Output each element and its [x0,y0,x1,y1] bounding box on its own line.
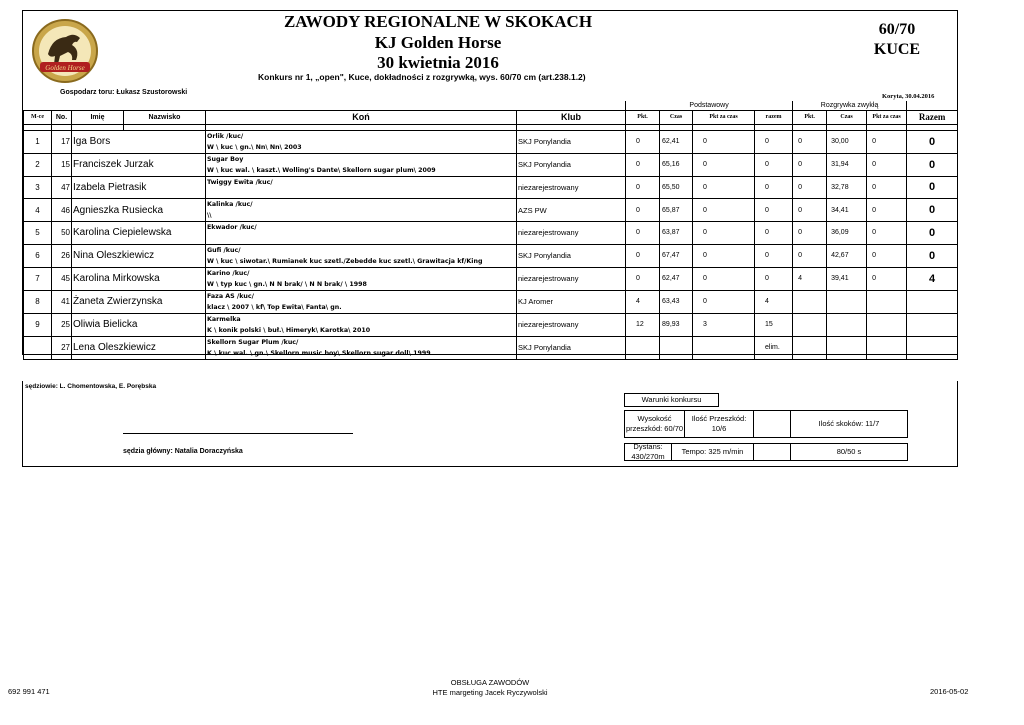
condition-height: Wysokość przeszkód: 60/70 [624,410,685,438]
basic-time: 63,43 [660,290,693,313]
total-score: 0 [907,130,958,153]
group-jumpoff: Rozgrywka zwykłą [793,101,907,110]
col-last-name: Nazwisko [124,110,206,124]
basic-points [626,336,660,359]
col-czas2: Czas [827,110,867,124]
horse [206,336,517,359]
jumpoff-time: 32,78 [827,176,867,199]
place: 4 [24,199,52,222]
horse [206,176,517,199]
total-score: 4 [907,267,958,290]
jumpoff-time: 39,41 [827,267,867,290]
rider-number: 27 [52,336,72,359]
basic-time-points: 0 [693,267,755,290]
club: niezarejestrowany [517,267,626,290]
rider-number: 17 [52,130,72,153]
head-judge: sędzia główny: Natalia Doraczyńska [123,448,243,455]
rider-name: Żaneta Zwierzynska [72,290,206,313]
jumpoff-time-points: 0 [867,222,907,245]
class-code: KUCE [873,41,921,58]
horse-name: Orlik /kuc/ [207,132,244,140]
horse-pedigree: W \ kuc \ gn.\ Nn\ Nn\ 2003 [207,143,302,151]
jumpoff-time-points: 0 [867,244,907,267]
horse [206,244,517,267]
group-basic: Podstawowy [626,101,793,110]
col-no: No. [52,110,72,124]
col-pkt2: Pkt. [793,110,827,124]
horse-name: Karino /kuc/ [207,269,250,277]
basic-points: 0 [626,176,660,199]
basic-time: 67,47 [660,244,693,267]
place-date: Koryta, 30.04.2016 [882,93,935,100]
horse-pedigree: W \ kuc \ siwotar.\ Rumianek kuc szetl./Zebedde kuc szetl.\ Grawitacja kf/King [207,257,483,265]
club: niezarejestrowany [517,222,626,245]
horse-name: Sugar Boy [207,155,244,163]
basic-points: 0 [626,244,660,267]
footer-service-company: HTE margeting Jacek Ryczywolski [432,688,548,697]
table-row [24,153,958,176]
horse [206,130,517,153]
footer-service: OBSŁUGA ZAWODÓW [450,678,530,687]
horse-pedigree: \\ [207,212,212,220]
basic-total: 0 [755,244,793,267]
jumpoff-time-points [867,290,907,313]
rider-number: 47 [52,176,72,199]
table-row [24,290,958,313]
footer-date: 2016-05-02 [930,687,969,696]
col-razem: razem [755,110,793,124]
jumpoff-points [793,290,827,313]
place: 1 [24,130,52,153]
horse-pedigree: K \ konik polski \ buł.\ Himeryk\ Karotka\ 2010 [207,326,371,334]
condition-obstacles: Ilość Przeszkód: 10/6 [684,410,754,438]
place: 9 [24,313,52,336]
horse-name: Karmelka [207,315,241,323]
basic-time-points: 0 [693,176,755,199]
horse [206,313,517,336]
basic-time: 62,41 [660,130,693,153]
jumpoff-time-points: 0 [867,130,907,153]
total-score: 0 [907,176,958,199]
place: 6 [24,244,52,267]
course-builder: Gospodarz toru: Łukasz Szustorowski [60,89,188,96]
basic-time [660,336,693,359]
basic-total: 4 [755,290,793,313]
horse-name: Faza AS /kuc/ [207,292,254,300]
basic-points: 12 [626,313,660,336]
table-row [24,244,958,267]
condition-jumps: Ilość skoków: 11/7 [790,410,908,438]
basic-time-points: 0 [693,222,755,245]
basic-time-points: 0 [693,290,755,313]
club: SKJ Ponylandia [517,244,626,267]
col-czas: Czas [660,110,693,124]
club: SKJ Ponylandia [517,336,626,359]
jumpoff-time: 30,00 [827,130,867,153]
jumpoff-points: 0 [793,222,827,245]
logo-text: Golden Horse [45,64,85,72]
basic-time: 65,16 [660,153,693,176]
rider-name: Iga Bors [72,130,206,153]
jumpoff-points: 0 [793,130,827,153]
jumpoff-points: 0 [793,199,827,222]
table-row [24,313,958,336]
rider-number: 45 [52,267,72,290]
horse-pedigree: W \ kuc wal. \ kaszt.\ Wolling's Dante\ Skellorn sugar plum\ 2009 [207,166,436,174]
club: KJ Aromer [517,290,626,313]
rider-name: Agnieszka Rusiecka [72,199,206,222]
basic-time-points [693,336,755,359]
jumpoff-points [793,313,827,336]
club: AZS PW [517,199,626,222]
club: SKJ Ponylandia [517,130,626,153]
basic-time-points: 3 [693,313,755,336]
footer-phone: 692 991 471 [8,687,50,696]
rider-number: 50 [52,222,72,245]
rider-number: 25 [52,313,72,336]
col-pkt-czas: Pkt za czas [693,110,755,124]
table-row [24,222,958,245]
jumpoff-time [827,336,867,359]
jumpoff-time-points: 0 [867,176,907,199]
horse-pedigree: K \ kuc wal. \ gn.\ Skellorn music boy\ Skellorn sugar doll\ 1999 [207,349,431,357]
horse-pedigree: W \ typ kuc \ gn.\ N N brak/ \ N N brak/ \ 1998 [207,280,367,288]
condition-empty [753,410,791,438]
rider-name: Karolina Ciepielewska [72,222,206,245]
results-table [23,101,958,360]
table-row [24,176,958,199]
basic-time-points: 0 [693,153,755,176]
horse-name: Gufi /kuc/ [207,246,241,254]
event-title: ZAWODY REGIONALNE W SKOKACH [283,12,593,31]
col-pkt-czas2: Pkt za czas [867,110,907,124]
jumpoff-time: 34,41 [827,199,867,222]
basic-points: 0 [626,130,660,153]
event-date: 30 kwietnia 2016 [377,53,499,72]
basic-points: 4 [626,290,660,313]
rider-number: 41 [52,290,72,313]
rider-name: Oliwia Bielicka [72,313,206,336]
jumpoff-time [827,290,867,313]
rider-number: 26 [52,244,72,267]
place: 3 [24,176,52,199]
horse [206,267,517,290]
judges: sędziowie: L. Chomentowska, E. Porębska [25,383,157,390]
col-club: Klub [517,110,626,124]
place: 5 [24,222,52,245]
rider-name: Izabela Pietrasik [72,176,206,199]
club: niezarejestrowany [517,313,626,336]
jumpoff-points [793,336,827,359]
table-row [24,130,958,153]
club: SKJ Ponylandia [517,153,626,176]
rider-name: Nina Oleszkiewicz [72,244,206,267]
total-score [907,290,958,313]
basic-points: 0 [626,222,660,245]
table-row [24,267,958,290]
total-score: 0 [907,244,958,267]
jumpoff-time: 42,67 [827,244,867,267]
total-score: 0 [907,199,958,222]
jumpoff-time: 36,09 [827,222,867,245]
jumpoff-time-points [867,336,907,359]
table-row [24,199,958,222]
jumpoff-time-points: 0 [867,267,907,290]
jumpoff-time [827,313,867,336]
condition-tempo: Tempo: 325 m/min [671,443,754,461]
jumpoff-points: 0 [793,153,827,176]
rider-name: Lena Oleszkiewicz [72,336,206,359]
total-score [907,336,958,359]
total-score [907,313,958,336]
signature-line [123,433,353,434]
basic-total: 0 [755,199,793,222]
venue-title: KJ Golden Horse [374,33,502,52]
horse-name: Kalinka /kuc/ [207,201,253,209]
jumpoff-points: 0 [793,176,827,199]
condition-time: 80/50 s [790,443,908,461]
rider-name: Franciszek Jurzak [72,153,206,176]
basic-total: 0 [755,222,793,245]
competition-description: Konkurs nr 1, „open", Kuce, dokładności z rozgrywką, wys. 60/70 cm (art.238.1.2) [258,72,586,82]
total-score: 0 [907,222,958,245]
basic-total: elim. [755,336,793,359]
jumpoff-points: 0 [793,244,827,267]
col-total: Razem [907,110,958,124]
horse-name: Twiggy Ewita /kuc/ [207,178,273,186]
horse-name: Ekwador /kuc/ [207,224,257,232]
height-code: 60/70 [878,21,916,38]
rider-number: 15 [52,153,72,176]
col-first-name: Imię [72,110,124,124]
col-horse: Koń [206,110,517,124]
horse [206,153,517,176]
place [24,336,52,359]
basic-time-points: 0 [693,130,755,153]
golden-horse-logo [30,18,100,84]
basic-time-points: 0 [693,199,755,222]
jumpoff-time: 31,94 [827,153,867,176]
horse [206,290,517,313]
place: 8 [24,290,52,313]
club: niezarejestrowany [517,176,626,199]
horse-pedigree: klacz \ 2007 \ kf\ Top Ewita\ Fanta\ gn. [207,303,342,311]
basic-total: 0 [755,130,793,153]
basic-time: 62,47 [660,267,693,290]
rider-number: 46 [52,199,72,222]
col-pkt: Pkt. [626,110,660,124]
basic-time: 65,87 [660,199,693,222]
basic-time: 89,93 [660,313,693,336]
place: 7 [24,267,52,290]
condition-empty2 [753,443,791,461]
basic-total: 0 [755,153,793,176]
basic-points: 0 [626,153,660,176]
basic-points: 0 [626,267,660,290]
col-place: M-ce [24,110,52,124]
basic-total: 15 [755,313,793,336]
basic-time: 65,50 [660,176,693,199]
jumpoff-time-points [867,313,907,336]
jumpoff-time-points: 0 [867,199,907,222]
total-score: 0 [907,153,958,176]
basic-total: 0 [755,176,793,199]
table-row [24,336,958,359]
jumpoff-points: 4 [793,267,827,290]
conditions-title: Warunki konkursu [624,393,719,407]
jumpoff-time-points: 0 [867,153,907,176]
rider-name: Karolina Mirkowska [72,267,206,290]
basic-time: 63,87 [660,222,693,245]
horse [206,222,517,245]
basic-total: 0 [755,267,793,290]
horse-name: Skellorn Sugar Plum /kuc/ [207,338,299,346]
horse [206,199,517,222]
basic-points: 0 [626,199,660,222]
place: 2 [24,153,52,176]
basic-time-points: 0 [693,244,755,267]
condition-distance: Dystans: 430/270m [624,443,672,461]
